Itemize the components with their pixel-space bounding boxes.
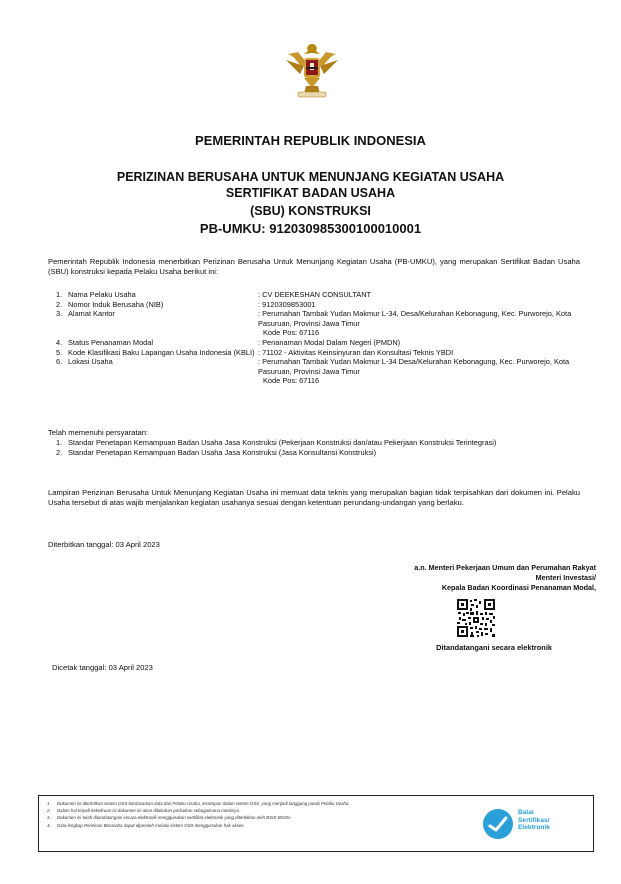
list-item: 1. Dokumen ini diterbitkan sistem OSS berdasarkan data dari Pelaku Usaha, tersimpan dalam sistem OSS, yang menjadi tanggung jawab Pelaku Usaha. (47, 801, 350, 806)
list-item: 6. Lokasi Usaha : Perumahan Tambak Yudan Makmur L-34 Desa/Kelurahan Kebonagung, Kec. Purworejo, Kota Pasuruan, Provinsi Jawa Timur Kode Pos: 67116 (56, 357, 570, 386)
document-title-line1: PERIZINAN BERUSAHA UNTUK MENUNJANG KEGIATAN USAHA (116, 170, 505, 184)
list-item: 1. Standar Penetapan Kemampuan Badan Usaha Jasa Konstruksi (Pekerjaan Konstruksi dan/atau Pekerjaan Konstruksi Terintegrasi) (56, 438, 497, 447)
signature-line2: Menteri Investasi/ (535, 573, 596, 582)
intro-paragraph: Pemerintah Republik Indonesia menerbitkan Perizinan Berusaha Untuk Menunjang Kegiatan Usaha (PB-UMKU), yang merupakan Sertifikat Badan Usaha (SBU) konstruksi kepada Pelaku Usaha berikut ini: (48, 257, 580, 276)
document-title-line3: (SBU) KONSTRUKSI (250, 204, 371, 218)
list-item: 5. Kode Klasifikasi Baku Lapangan Usaha Indonesia (KBLI) : 71102 - Aktivitas Keinsinyuran dan Konsultasi Teknis YBDI (56, 347, 454, 357)
garuda-emblem-icon (284, 40, 340, 100)
list-item: 2. Dalam hal terjadi kekeliruan isi dokumen ini akan dilakukan perbaikan sebagaimana mestinya. (47, 808, 241, 814)
pb-umku-number: PB-UMKU: 912030985300100010001 (199, 221, 422, 236)
business-details-list (56, 290, 586, 386)
list-item: 4. Status Penanaman Modal : Penanaman Modal Dalam Negeri (PMDN) (56, 337, 401, 347)
electronic-signature-note: Ditandatangani secara elektronik (436, 643, 552, 652)
signature-line1: a.n. Menteri Pekerjaan Umum dan Perumahan Rakyat (414, 563, 596, 572)
list-item: 2. Standar Penetapan Kemampuan Badan Usaha Jasa Konstruksi (Jasa Konsultansi Konstruksi) (56, 447, 377, 457)
signature-block (330, 563, 596, 593)
bsre-logo: Balai Sertifikasi Elektronik (482, 808, 587, 840)
qr-code-icon (456, 598, 496, 638)
bsre-logo-icon (482, 808, 514, 840)
footer-notes (47, 800, 467, 829)
list-item: 1. Nama Pelaku Usaha : CV DEEKESHAN CONSULTANT (56, 290, 372, 299)
requirements-title: Telah memenuhi persyaratan: (48, 428, 149, 437)
list-item: 4. Data lengkap Perizinan Berusaha dapat diperoleh melalui sistem OSS menggunakan hak akses. (47, 822, 245, 828)
attachment-note: Lampiran Perizinan Berusaha Untuk Menunjang Kegiatan Usaha ini memuat data teknis yang merupakan bagian tidak terpisahkan dari dokumen ini. Pelaku Usaha tersebut di atas wajib menjalankan kegiatan usahanya sesuai dengan ketentuan perundang-undangan yang berlaku. (48, 488, 580, 507)
list-item: 3. Alamat Kantor : Perumahan Tambak Yudan Makmur L-34, Desa/Kelurahan Kebonagung, Kec. Purworejo, Kota Pasuruan, Provinsi Jawa Timur Kode Pos: 67116 (56, 309, 572, 338)
footer-notes-box (38, 795, 594, 852)
list-item: 2. Nomor Induk Berusaha (NIB) : 9120309853001 (56, 299, 316, 309)
signature-line3: Kepala Badan Koordinasi Penanaman Modal, (441, 583, 596, 592)
list-item: 3. Dokumen ini telah ditandatangani secara elektronik menggunakan sertifikat elektronik yang diterbitkan oleh BSrE-BSSN. (47, 815, 292, 821)
document-title-line2: SERTIFIKAT BADAN USAHA (225, 186, 396, 200)
requirements-list (56, 438, 580, 457)
government-title: PEMERINTAH REPUBLIK INDONESIA (195, 133, 426, 148)
issued-date: Diterbitkan tanggal: 03 April 2023 (48, 540, 160, 549)
printed-date: Dicetak tanggal: 03 April 2023 (52, 663, 153, 672)
